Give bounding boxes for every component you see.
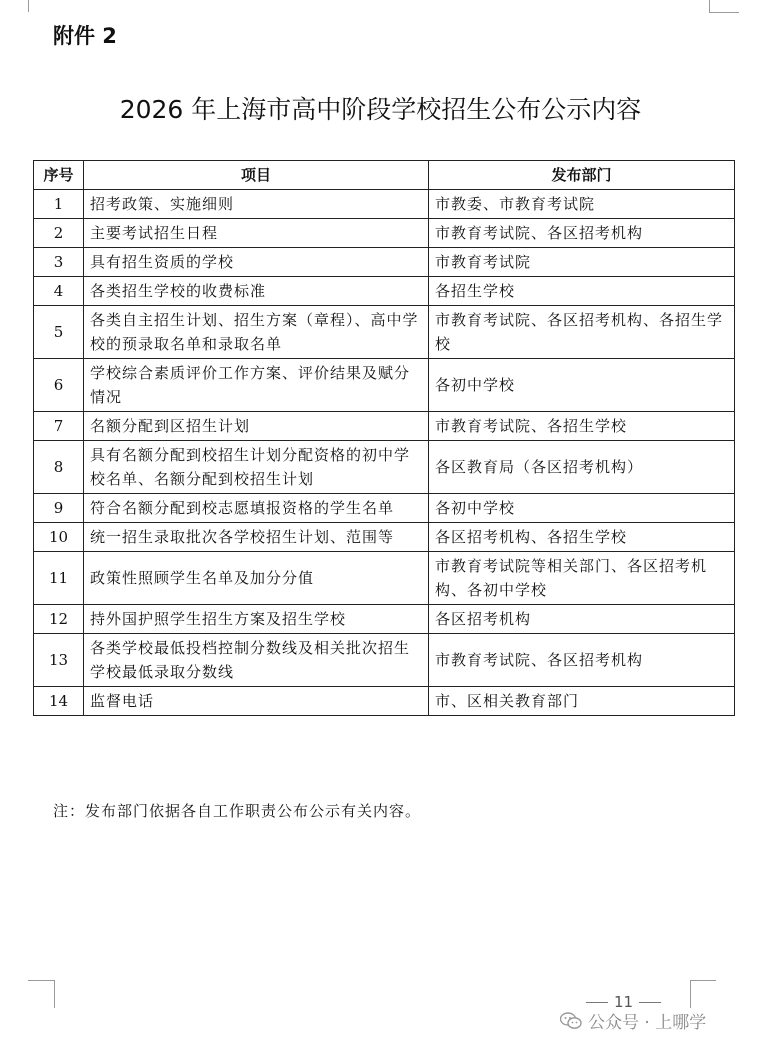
table-row — [34, 634, 735, 687]
row-number: 3 — [34, 248, 84, 277]
row-number: 1 — [34, 190, 84, 219]
row-dept: 市教委、市教育考试院 — [429, 190, 735, 219]
crop-mark-bottom-left-v — [54, 980, 55, 1008]
row-dept: 市教育考试院、各区招考机构 — [429, 634, 735, 687]
header-dept: 发布部门 — [429, 161, 735, 190]
crop-mark-top-right-h — [709, 12, 739, 13]
row-number: 13 — [34, 634, 84, 687]
dash-left — [586, 1002, 608, 1003]
row-number: 9 — [34, 494, 84, 523]
row-number: 14 — [34, 687, 84, 716]
row-item: 主要考试招生日程 — [84, 219, 429, 248]
crop-mark-top-right-v — [709, 0, 710, 12]
row-number: 2 — [34, 219, 84, 248]
table-row — [34, 277, 735, 306]
row-item: 招考政策、实施细则 — [84, 190, 429, 219]
row-number: 5 — [34, 306, 84, 359]
table-row — [34, 412, 735, 441]
table-row — [34, 605, 735, 634]
header-no: 序号 — [34, 161, 84, 190]
row-item: 具有名额分配到校招生计划分配资格的初中学校名单、名额分配到校招生计划 — [84, 441, 429, 494]
table-row — [34, 219, 735, 248]
row-dept: 各初中学校 — [429, 359, 735, 412]
table-row — [34, 441, 735, 494]
watermark-text: 公众号 · 上哪学 — [588, 1013, 707, 1033]
row-dept: 各区招考机构 — [429, 605, 735, 634]
row-item: 各类自主招生计划、招生方案（章程）、高中学校的预录取名单和录取名单 — [84, 306, 429, 359]
table-header-row — [34, 161, 735, 190]
row-item: 持外国护照学生招生方案及招生学校 — [84, 605, 429, 634]
table-row — [34, 248, 735, 277]
row-number: 7 — [34, 412, 84, 441]
wechat-icon — [560, 1012, 582, 1030]
table-row — [34, 494, 735, 523]
row-item: 学校综合素质评价工作方案、评价结果及赋分情况 — [84, 359, 429, 412]
watermark — [560, 1008, 706, 1033]
row-dept: 市、区相关教育部门 — [429, 687, 735, 716]
row-number: 6 — [34, 359, 84, 412]
row-dept: 市教育考试院、各区招考机构、各招生学校 — [429, 306, 735, 359]
dash-right — [639, 1002, 661, 1003]
row-item: 符合名额分配到校志愿填报资格的学生名单 — [84, 494, 429, 523]
row-dept: 市教育考试院 — [429, 248, 735, 277]
row-dept: 各区招考机构、各招生学校 — [429, 523, 735, 552]
row-dept: 市教育考试院等相关部门、各区招考机构、各初中学校 — [429, 552, 735, 605]
table-row — [34, 687, 735, 716]
row-dept: 各初中学校 — [429, 494, 735, 523]
table-row — [34, 552, 735, 605]
footnote: 注：发布部门依据各自工作职责公布公示有关内容。 — [53, 802, 422, 820]
page-title: 2026 年上海市高中阶段学校招生公布公示内容 — [119, 95, 642, 124]
row-item: 名额分配到区招生计划 — [84, 412, 429, 441]
row-item: 具有招生资质的学校 — [84, 248, 429, 277]
row-item: 统一招生录取批次各学校招生计划、范围等 — [84, 523, 429, 552]
row-number: 8 — [34, 441, 84, 494]
row-number: 4 — [34, 277, 84, 306]
row-item: 各类学校最低投档控制分数线及相关批次招生学校最低录取分数线 — [84, 634, 429, 687]
row-number: 11 — [34, 552, 84, 605]
crop-mark-bottom-right-v — [690, 980, 691, 1008]
row-dept: 市教育考试院、各区招考机构 — [429, 219, 735, 248]
row-number: 12 — [34, 605, 84, 634]
table-row — [34, 190, 735, 219]
row-dept: 各招生学校 — [429, 277, 735, 306]
table-row — [34, 306, 735, 359]
row-item: 监督电话 — [84, 687, 429, 716]
row-number: 10 — [34, 523, 84, 552]
row-item: 各类招生学校的收费标准 — [84, 277, 429, 306]
crop-mark-bottom-left-h — [28, 980, 54, 981]
page-number-text: 11 — [614, 993, 634, 1011]
row-dept: 各区教育局（各区招考机构） — [429, 441, 735, 494]
crop-mark-top-left — [28, 0, 29, 12]
table-row — [34, 523, 735, 552]
attachment-label: 附件 2 — [53, 24, 117, 48]
row-item: 政策性照顾学生名单及加分分值 — [84, 552, 429, 605]
disclosure-table — [33, 160, 735, 716]
header-item: 项目 — [84, 161, 429, 190]
row-dept: 市教育考试院、各招生学校 — [429, 412, 735, 441]
table-row — [34, 359, 735, 412]
crop-mark-bottom-right-h — [690, 980, 716, 981]
